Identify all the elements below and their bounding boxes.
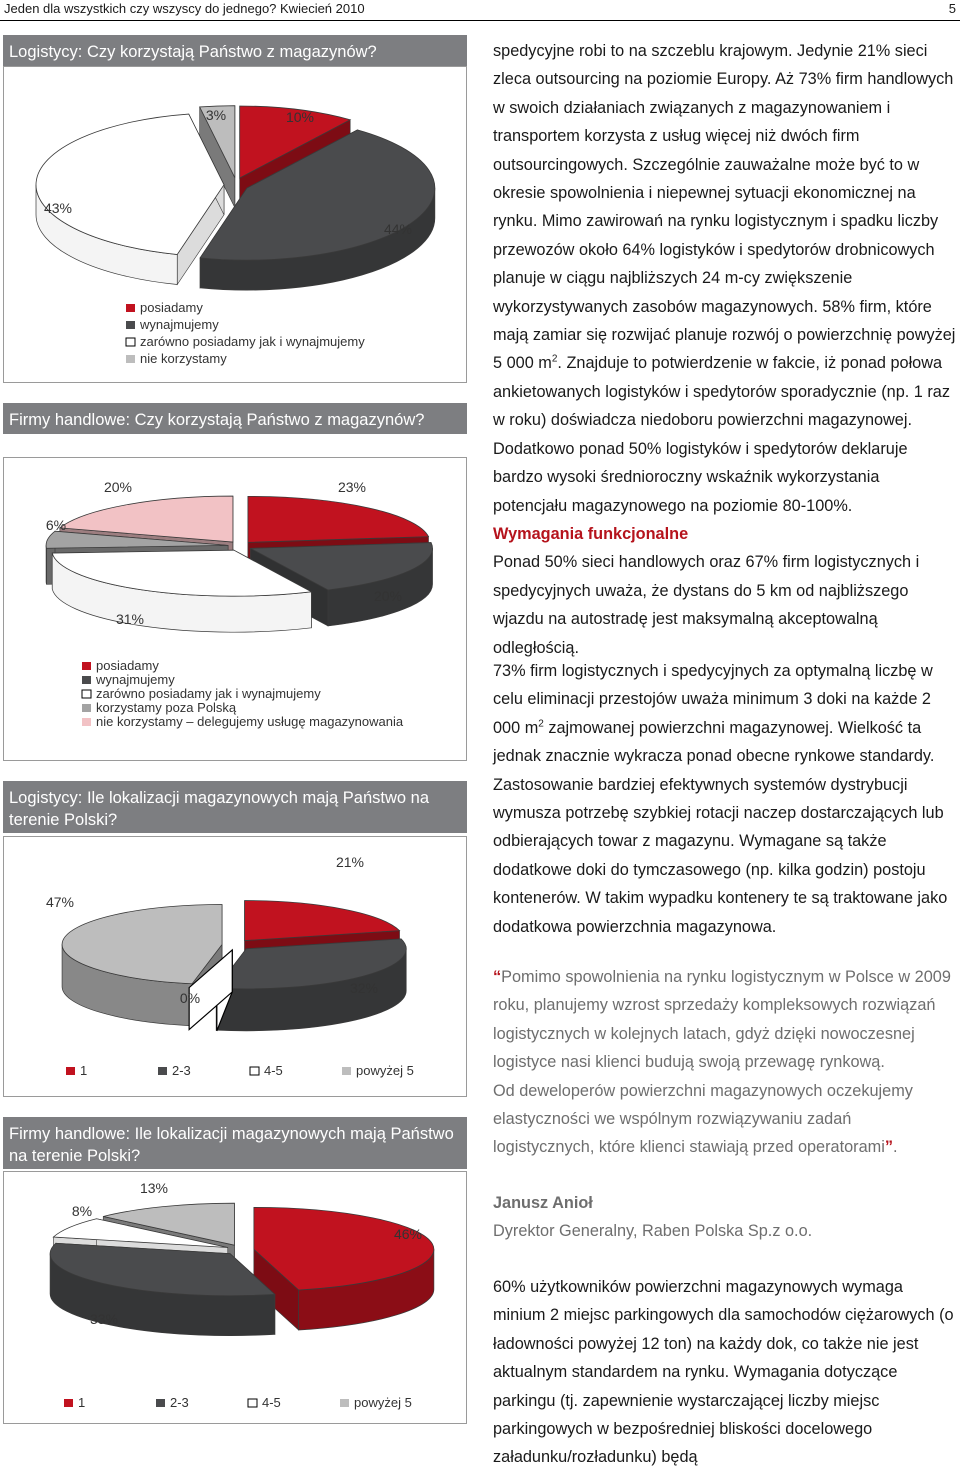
quote-close-mark: ” xyxy=(884,1138,893,1157)
body-paragraph-3 xyxy=(493,657,957,941)
quote-text-1: Pomimo spowolnienia na rynku logistycznym w Polsce w 2009 roku, planujemy wzrost sprzedaży kompleksowych rozwiązań logistycznych w kolejnych latach, gdyż dzięki nowoczesnej logistyce nasi klienci budują swoją przewagę rynkową. xyxy=(493,968,951,1072)
running-header xyxy=(0,0,960,21)
legend-label-2: wynajmujemy xyxy=(140,317,219,332)
pie-label-5: 20% xyxy=(103,479,133,495)
legend-label-1: 1 xyxy=(80,1063,88,1078)
legend-swatch-3 xyxy=(248,1399,257,1407)
pie-label-2: 44% xyxy=(383,221,413,237)
legend-swatch-3 xyxy=(82,690,91,698)
pie-label-1: 21% xyxy=(335,854,365,870)
legend-label-4: powyżej 5 xyxy=(356,1063,414,1078)
chart-4-svg xyxy=(4,1172,466,1423)
legend-label-4: korzystamy poza Polską xyxy=(96,700,237,715)
legend-label-4: nie korzystamy xyxy=(140,351,227,366)
pie-label-3: 43% xyxy=(43,200,73,216)
pie-label-1: 23% xyxy=(337,479,367,495)
legend-label-3: zarówno posiadamy jak i wynajmujemy xyxy=(140,334,365,349)
chart-2-svg xyxy=(4,458,466,760)
chart-1-panel xyxy=(3,66,467,383)
quote-text-2: Od deweloperów powierzchni magazynowych oczekujemy elastyczności we wspólnym rozwiązywaniu zadań logistycznych, które klienci stawiają przed operatorami xyxy=(493,1081,913,1157)
legend-swatch-5 xyxy=(82,718,91,726)
pie-label-3: 8% xyxy=(71,1203,93,1219)
legend-swatch-2 xyxy=(82,676,91,684)
body-paragraph-4 xyxy=(493,1273,957,1472)
pie-label-1: 10% xyxy=(285,109,315,125)
pie-label-1: 46% xyxy=(393,1226,423,1242)
para1-sup: 2 xyxy=(551,354,558,366)
legend-swatch-1 xyxy=(82,662,91,670)
pie-label-2: 32% xyxy=(349,980,379,996)
legend-swatch-3 xyxy=(250,1067,259,1075)
legend-swatch-2 xyxy=(156,1399,165,1407)
chart-4-panel xyxy=(3,1171,467,1424)
pie-slice-2 xyxy=(200,130,435,290)
legend-swatch-1 xyxy=(66,1067,75,1075)
chart-3-svg xyxy=(4,837,466,1096)
para1-text: spedycyjne robi to na szczeblu krajowym. Jedynie 21% sieci zleca outsourcing na poziomie Europy. Aż 73% firm handlowych w swoich działaniach związanych z magazynowaniem i transportem korzysta z usług więcej niż dwóch firm outsourcingowych. Szczególnie zauważalne może być to w okresie spowolnienia i niepewnej sytuacji ekonomicznej na rynku. Mimo zawirowań na rynku logistycznym i spadku liczby przewozów około 64% logistyków i spedytorów drobnicowych planuje w ciągu najbliższych 24 m-cy zwiększenie wykorzystywanych zasobów magazynowych. 58% firm, które mają zamiar się rozwijać planuje rozwój o powierzchnię powyżej 5 000 m xyxy=(493,42,956,373)
chart-3-panel xyxy=(3,836,467,1097)
pie-slice-2 xyxy=(50,1243,275,1335)
pie-label-2: 20% xyxy=(373,588,403,604)
quote-end: . xyxy=(892,1138,898,1157)
body-paragraph-1 xyxy=(493,37,957,520)
legend-label-5: nie korzystamy – delegujemy usługę magazynowania xyxy=(96,714,404,729)
legend-label-3: 4-5 xyxy=(264,1063,283,1078)
legend-label-4: powyżej 5 xyxy=(354,1395,412,1410)
legend-swatch-1 xyxy=(126,304,135,312)
pie-label-4: 47% xyxy=(45,894,75,910)
section-title: Wymagania funkcjonalne xyxy=(493,525,689,543)
para3-text-b: zajmowanej powierzchni magazynowej. Wielkość ta jednak znacznie wykracza ponad obecne rynkowe standardy. Zastosowanie bardziej efektywnych systemów dystrybucji wymusza potrzebę szybkiej rotacji naczep dostarczających lub odbierających towar z magazynu. Wymagane są także dodatkowe doki do tymczasowego (np. kilka godzin) postoju kontenerów. W takim wypadku kontenery te są traktowane jako dodatkowa powierzchnia magazynowa. xyxy=(493,718,948,936)
chart-1-title: Logistycy: Czy korzystają Państwo z magazynów? xyxy=(3,35,467,66)
legend-swatch-4 xyxy=(342,1067,351,1075)
legend-label-1: 1 xyxy=(78,1395,86,1410)
legend-swatch-4 xyxy=(126,355,135,363)
pie-label-4: 13% xyxy=(139,1180,169,1196)
pie-label-3: 0% xyxy=(179,990,201,1006)
pie-label-2: 33% xyxy=(89,1311,119,1327)
chart-2-panel xyxy=(3,457,467,761)
section-functional-requirements xyxy=(493,520,957,662)
para3-text: 73% firm logistycznych i spedycyjnych za optymalną liczbę w celu eliminacji przestojów uważa minimum 3 doki na każde 2 000 m xyxy=(493,662,933,737)
legend-label-1: posiadamy xyxy=(140,300,203,315)
legend-label-1: posiadamy xyxy=(96,658,159,673)
legend-label-2: wynajmujemy xyxy=(96,672,175,687)
chart-2-title: Firmy handlowe: Czy korzystają Państwo z magazynów? xyxy=(3,403,467,434)
legend-swatch-4 xyxy=(340,1399,349,1407)
para4-text: 60% użytkowników powierzchni magazynowych wymaga minium 2 miejsc parkingowych dla samochodów ciężarowych (o ładowności powyżej 12 ton) na każdy dok, co także nie jest aktualnym standardem na rynku. Wymagania dotyczące parkingu (tj. zapewnienie wystarczającej liczby miejsc parkingowych w bezpośredniej bliskości docelowego załadunku/rozładunku) będą xyxy=(493,1278,954,1467)
quote-block xyxy=(493,963,957,1162)
legend-swatch-1 xyxy=(64,1399,73,1407)
legend-label-3: zarówno posiadamy jak i wynajmujemy xyxy=(96,686,321,701)
author-name: Janusz Anioł xyxy=(493,1194,593,1212)
chart-1-svg xyxy=(4,67,466,382)
legend-label-2: 2-3 xyxy=(170,1395,189,1410)
chart-4-title: Firmy handlowe: Ile lokalizacji magazynowych mają Państwo na terenie Polski? xyxy=(3,1117,467,1169)
quote-author xyxy=(493,1189,957,1246)
legend-label-3: 4-5 xyxy=(262,1395,281,1410)
author-role: Dyrektor Generalny, Raben Polska Sp.z o.o. xyxy=(493,1222,813,1241)
legend-swatch-2 xyxy=(126,321,135,329)
page-number: 5 xyxy=(948,1,956,16)
para1-text-b: . Znajduje to potwierdzenie w fakcie, iż ponad połowa ankietowanych logistyków i spedytorów sporadycznie (np. 1 raz w roku) doświadcza niedoboru powierzchni magazynowej. Dodatkowo ponad 50% logistyków i spedytorów deklaruje bardzo wysoki średnioroczny wskaźnik wykorzystania potencjału magazynowego na poziomie 80-100%. xyxy=(493,354,951,515)
pie-label-4: 3% xyxy=(205,107,227,123)
legend-swatch-4 xyxy=(82,704,91,712)
para3-sup: 2 xyxy=(538,718,544,730)
legend-label-2: 2-3 xyxy=(172,1063,191,1078)
quote-open-mark: “ xyxy=(493,968,502,986)
pie-label-4: 6% xyxy=(45,517,67,533)
header-title: Jeden dla wszystkich czy wszyscy do jednego? Kwiecień 2010 xyxy=(4,1,365,16)
body-paragraph-2: Ponad 50% sieci handlowych oraz 67% firm logistycznych i spedycyjnych uważa, że dystans do 5 km od najbliższego wjazdu na autostradę jest maksymalną akceptowalną odległością. xyxy=(493,553,920,657)
chart-3-title: Logistycy: Ile lokalizacji magazynowych mają Państwo na terenie Polski? xyxy=(3,781,467,833)
legend-swatch-3 xyxy=(126,338,135,346)
pie-label-3: 31% xyxy=(115,611,145,627)
legend-swatch-2 xyxy=(158,1067,167,1075)
